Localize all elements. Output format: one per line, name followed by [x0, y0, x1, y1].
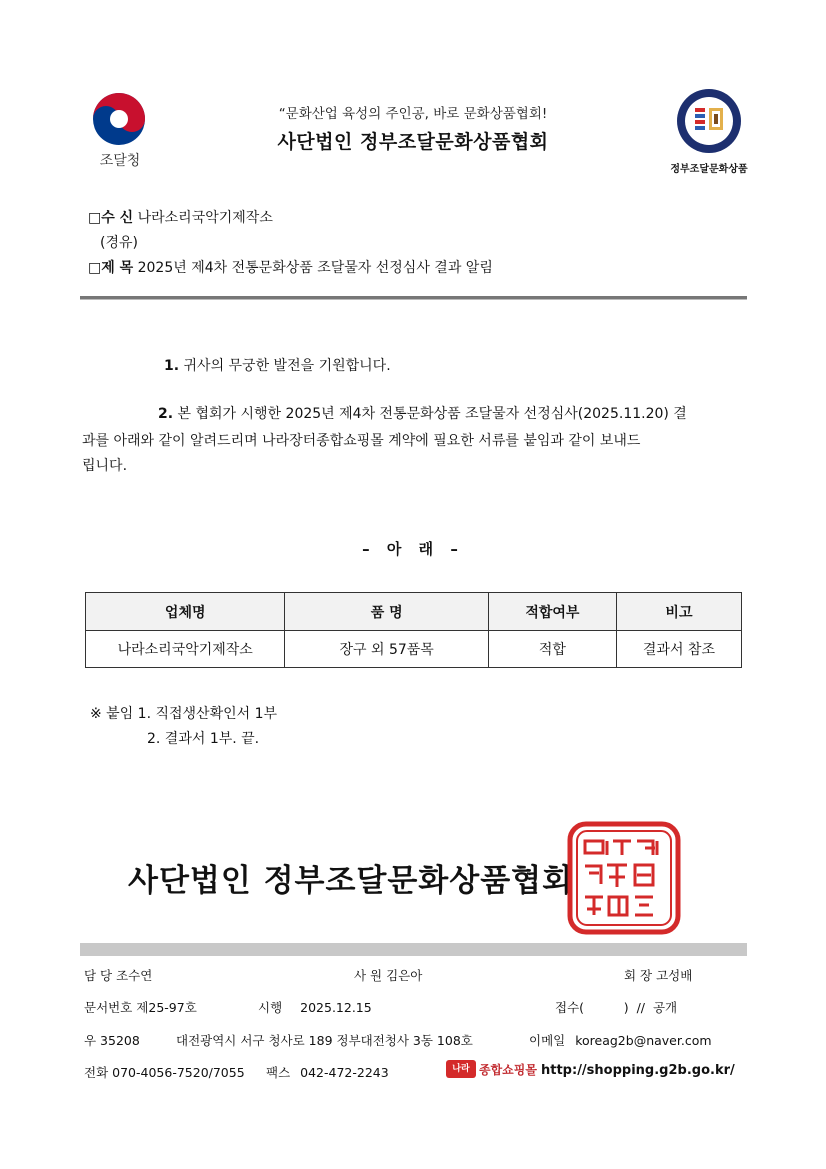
cell-suitability: 적합 [488, 631, 616, 668]
footer-phone [84, 1063, 245, 1081]
mall-url-link[interactable]: http://shopping.g2b.go.kr/ [541, 1063, 735, 1078]
email-label: 이메일 [529, 1033, 566, 1048]
employee-label: 사 원 [354, 968, 383, 983]
org-title: 사단법인 정부조달문화상품협회 [277, 131, 549, 153]
section-title: – 아 래 – [362, 540, 464, 558]
subject-line [88, 257, 493, 277]
address: 대전광역시 서구 청사로 189 정부대전청사 3동 108호 [176, 1033, 473, 1048]
receipt: 접수( ) // 공개 [555, 1000, 678, 1015]
official-seal-icon [567, 821, 681, 935]
cell-company: 나라소리국악기제작소 [86, 631, 285, 668]
footer-fax [266, 1063, 389, 1081]
paragraph-1-number: 1. [164, 358, 180, 374]
table-row [86, 631, 742, 668]
result-table [85, 592, 742, 668]
pps-logo-label: 조달청 [99, 153, 141, 169]
date-label: 시행 [258, 1000, 283, 1015]
postal-code: 우 35208 [84, 1033, 140, 1048]
recipient: 나라소리국악기제작소 [137, 210, 273, 226]
footer-chair [624, 966, 692, 984]
doc-no: 제25-97호 [136, 1000, 197, 1015]
chair-label: 회 장 [624, 968, 653, 983]
staff-name: 조수연 [116, 968, 153, 983]
fax: 042-472-2243 [300, 1065, 389, 1080]
footer-email [529, 1031, 712, 1049]
signature-org-name: 사단법인 정부조달문화상품협회 [128, 863, 574, 899]
association-emblem-icon [676, 88, 742, 154]
col-header-suitability: 적합여부 [488, 593, 616, 631]
slogan: “문화산업 육성의 주인공, 바로 문화상품협회! [278, 106, 548, 122]
recipient-label: □수 신 [88, 210, 134, 226]
mall-badge-tag: 나라 [446, 1060, 476, 1078]
fax-label: 팩스 [266, 1065, 291, 1080]
footer-divider [80, 943, 747, 956]
paragraph-2-text-1: 본 협회가 시행한 2025년 제4차 전통문화상품 조달물자 선정심사(2025.11.20) 결 [177, 406, 687, 422]
paragraph-2-line-2: 과를 아래와 같이 알려드리며 나라장터종합쇼핑몰 계약에 필요한 서류를 붙임과 같이 보내드 [82, 433, 641, 449]
footer-staff [84, 966, 152, 984]
subject: 2025년 제4차 전통문화상품 조달물자 선정심사 결과 알림 [137, 260, 493, 276]
doc-no-label: 문서번호 [84, 1000, 133, 1015]
via-line: (경유) [100, 235, 138, 251]
paragraph-2-line-3: 립니다. [82, 458, 128, 474]
col-header-remarks: 비고 [616, 593, 741, 631]
emblem-label: 정부조달문화상품 [670, 164, 748, 175]
staff-label: 담 당 [84, 968, 113, 983]
header-divider [80, 296, 747, 300]
shopping-mall-logo [446, 1059, 537, 1079]
footer-doc-no [84, 998, 197, 1016]
email: koreag2b@naver.com [575, 1033, 712, 1048]
footer-date [258, 998, 372, 1016]
paragraph-2-line-1 [158, 401, 748, 428]
footer-employee [354, 966, 422, 984]
subject-label: □제 목 [88, 260, 134, 276]
attachment-line-1: ※ 붙임 1. 직접생산확인서 1부 [90, 706, 278, 722]
chair-name: 고성배 [656, 968, 693, 983]
employee-name: 김은아 [386, 968, 423, 983]
attachment-line-2: 2. 결과서 1부. 끝. [147, 731, 260, 747]
col-header-company: 업체명 [86, 593, 285, 631]
col-header-item: 품 명 [285, 593, 488, 631]
phone: 070-4056-7520/7055 [112, 1065, 245, 1080]
date: 2025.12.15 [300, 1000, 372, 1015]
pps-logo-icon [92, 92, 146, 146]
recipient-line [88, 207, 273, 227]
phone-label: 전화 [84, 1065, 109, 1080]
paragraph-2-number: 2. [158, 406, 174, 422]
cell-item: 장구 외 57품목 [285, 631, 488, 668]
paragraph-1-text: 귀사의 무궁한 발전을 기원합니다. [183, 358, 391, 374]
cell-remarks: 결과서 참조 [616, 631, 741, 668]
paragraph-1 [164, 353, 391, 380]
mall-badge-text: 종합쇼핑몰 [479, 1063, 537, 1077]
table-header-row [86, 593, 742, 631]
